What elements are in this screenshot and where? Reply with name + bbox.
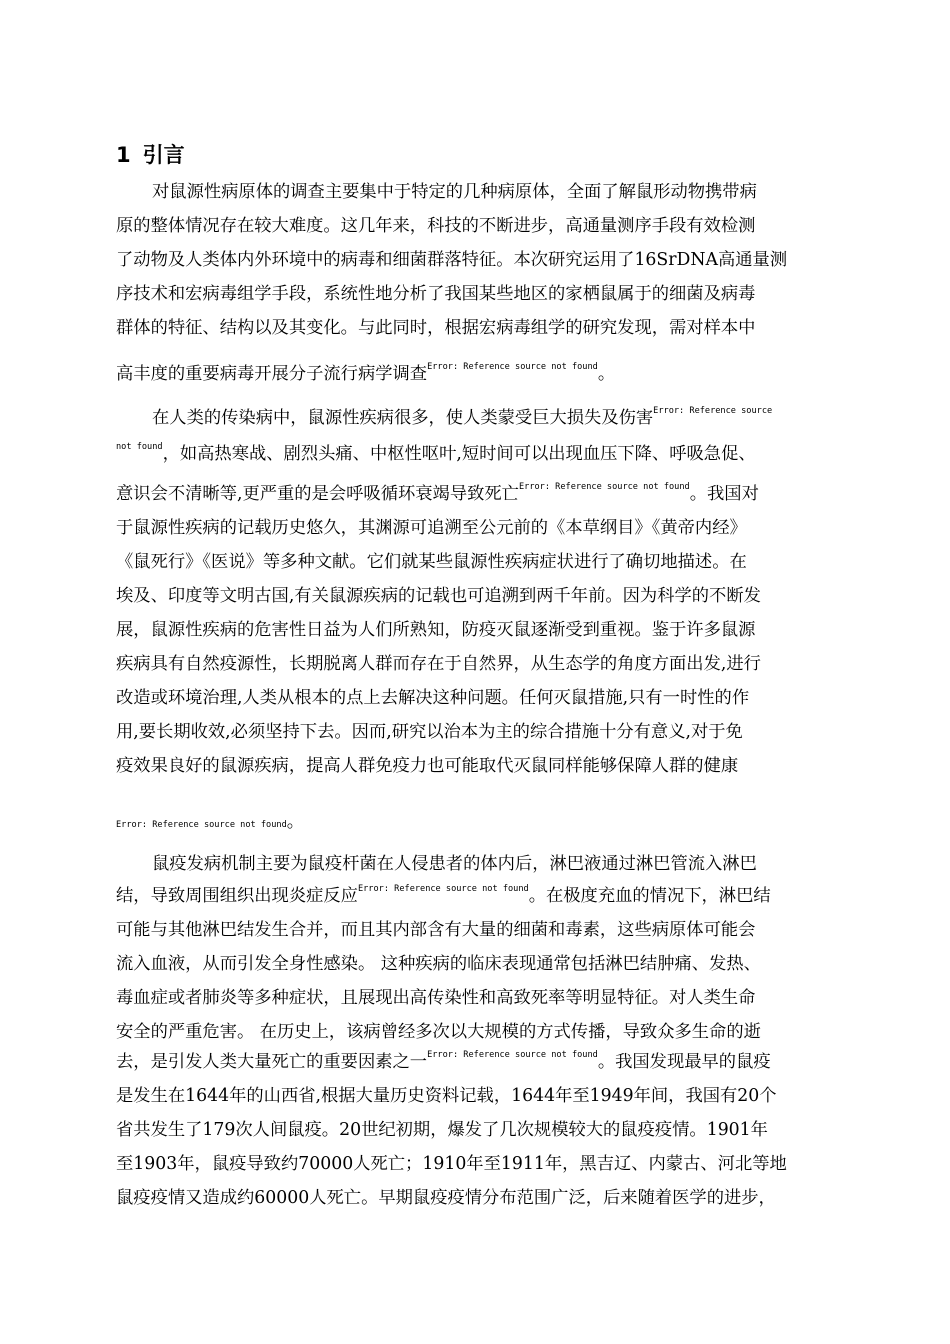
section-heading (116, 140, 185, 170)
reference-error-citation: Error: Reference source not found (357, 884, 529, 894)
paragraph-1-line-2: 原的整体情况存在较大难度。这几年来，科技的不断进步，高通量测序手段有效检测 (116, 216, 756, 236)
paragraph-2-line-12 (116, 810, 304, 837)
reference-error-citation: Error: Reference source not found (427, 362, 598, 372)
line-text: 在人类的传染病中，鼠源性疾病很多，使人类蒙受巨大损失及伤害 (152, 408, 654, 428)
line-text: 。 (597, 364, 616, 384)
paragraph-1-line-6 (116, 362, 615, 389)
paragraph-2-line-5: 《鼠死行》《医说》等多种文献。它们就某些鼠源性疾病症状进行了确切地描述。在 (116, 552, 747, 572)
line-text: 高丰度的重要病毒开展分子流行病学调查 (116, 364, 428, 384)
paragraph-2-line-7: 展，鼠源性疾病的危害性日益为人们所熟知，防疫灭鼠逐渐受到重视。鉴于许多鼠源 (116, 620, 756, 640)
line-text: 结，导致周围组织出现炎症反应 (116, 886, 358, 906)
paragraph-2-line-11: 疫效果良好的鼠源疾病，提高人群免疫力也可能取代灭鼠同样能够保障人群的健康 (116, 756, 739, 776)
line-text: 。我国对 (689, 484, 759, 504)
paragraph-1-line-4: 序技术和宏病毒组学手段，系统性地分析了我国某些地区的家栖鼠属于的细菌及病毒 (116, 284, 756, 304)
paragraph-2-line-4: 于鼠源性疾病的记载历史悠久，其渊源可追溯至公元前的《本草纲目》《黄帝内经》 (116, 518, 747, 538)
paragraph-2-line-8: 疾病具有自然疫源性，长期脱离人群而存在于自然界，从生态学的角度方面出发,进行 (116, 654, 761, 674)
reference-error-citation: not found (116, 442, 163, 452)
section-title: 引言 (142, 143, 185, 167)
paragraph-3-line-8: 是发生在1644年的山西省,根据大量历史资料记载，1644年至1949年间，我国有20个 (116, 1086, 777, 1106)
paragraph-2-line-6: 埃及、印度等文明古国,有关鼠源疾病的记载也可追溯到两千年前。因为科学的不断发 (116, 586, 761, 606)
paragraph-3-line-11: 鼠疫疫情又造成约60000人死亡。早期鼠疫疫情分布范围广泛，后来随着医学的进步， (116, 1188, 776, 1208)
line-text: 。我国发现最早的鼠疫 (597, 1052, 771, 1072)
paragraph-1-line-5: 群体的特征、结构以及其变化。与此同时，根据宏病毒组学的研究发现，需对样本中 (116, 318, 756, 338)
paragraph-3-line-4: 流入血液，从而引发全身性感染。 这种疾病的临床表现通常包括淋巴结肿痛、发热、 (116, 954, 761, 974)
line-text: 去，是引发人类大量死亡的重要因素之一 (116, 1052, 428, 1072)
paragraph-2-line-1 (152, 406, 772, 433)
paragraph-3-line-6: 安全的严重危害。 在历史上，该病曾经多次以大规模的方式传播，导致众多生命的逝 (116, 1022, 761, 1042)
paragraph-1-line-3: 了动物及人类体内外环境中的病毒和细菌群落特征。本次研究运用了16SrDNA高通量测 (116, 250, 788, 270)
section-number: 1 (116, 143, 131, 167)
paragraph-2-line-3 (116, 482, 759, 509)
line-text: 意识会不清晰等,更严重的是会呼吸循环衰竭导致死亡 (116, 484, 519, 504)
reference-error-citation: Error: Reference source not found (427, 1050, 598, 1060)
paragraph-3-line-2 (116, 884, 771, 911)
paragraph-2-line-2 (116, 442, 756, 469)
paragraph-3-line-10: 至1903年，鼠疫导致约70000人死亡；1910年至1911年，黑吉辽、内蒙古、河北等地 (116, 1154, 787, 1174)
line-text: 。 (286, 812, 305, 832)
paragraph-3-line-1: 鼠疫发病机制主要为鼠疫杆菌在人侵患者的体内后，淋巴液通过淋巴管流入淋巴 (152, 854, 757, 874)
line-text: ，如高热寒战、剧烈头痛、中枢性呕叶,短时间可以出现血压下降、呼吸急促、 (162, 444, 756, 464)
reference-error-citation: Error: Reference source (653, 406, 773, 416)
paragraph-1-line-1: 对鼠源性病原体的调查主要集中于特定的几种病原体，全面了解鼠形动物携带病 (152, 182, 757, 202)
reference-error-citation: Error: Reference source not found (518, 482, 690, 492)
paragraph-3-line-9: 省共发生了179次人间鼠疫。20世纪初期，爆发了几次规模较大的鼠疫疫情。1901年 (116, 1120, 768, 1140)
paragraph-3-line-3: 可能与其他淋巴结发生合并，而且其内部含有大量的细菌和毒素，这些病原体可能会 (116, 920, 756, 940)
paragraph-3-line-5: 毒血症或者肺炎等多种症状，且展现出高传染性和高致死率等明显特征。对人类生命 (116, 988, 756, 1008)
line-text: 。在极度充血的情况下，淋巴结 (528, 886, 771, 906)
paragraph-2-line-9: 改造或环境治理,人类从根本的点上去解决这种问题。任何灭鼠措施,只有一时性的作 (116, 688, 750, 708)
reference-error-citation: Error: Reference source not found (116, 820, 287, 830)
paragraph-3-line-7 (116, 1050, 771, 1077)
paragraph-2-line-10: 用,要长期收效,必须坚持下去。因而,研究以治本为主的综合措施十分有意义,对于免 (116, 722, 743, 742)
